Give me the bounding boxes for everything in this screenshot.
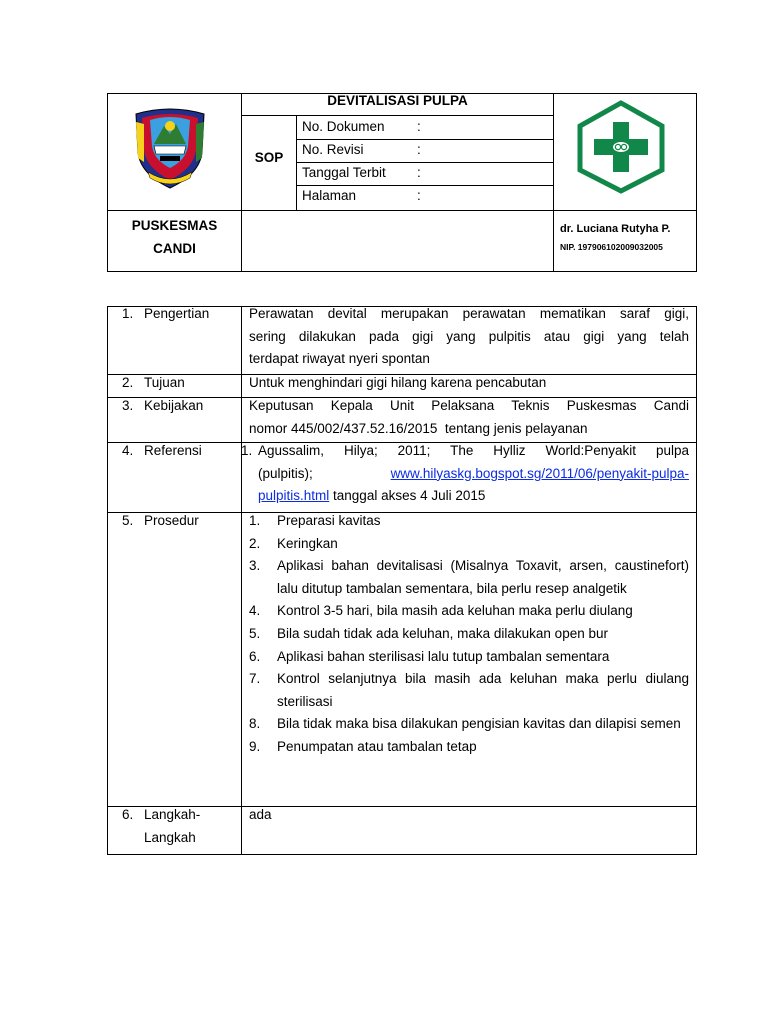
content-line: Perawatan devital merupakan perawatan mematikan saraf gigi, bbox=[249, 306, 689, 321]
row-label-prosedur: Prosedur bbox=[144, 513, 199, 528]
meta-colon: : bbox=[417, 165, 421, 180]
row-content-langkah: ada bbox=[249, 807, 272, 822]
row-label-kebijakan: Kebijakan bbox=[144, 398, 204, 413]
list-item bbox=[249, 646, 689, 669]
signatory-nip: NIP. 197906102009032005 bbox=[560, 242, 663, 252]
list-item bbox=[249, 623, 689, 646]
reference-line bbox=[258, 463, 689, 486]
row-label-langkah-2: Langkah bbox=[144, 829, 196, 845]
sop-label: SOP bbox=[254, 150, 284, 165]
header-divider bbox=[241, 93, 242, 272]
list-item bbox=[249, 600, 689, 623]
meta-colon: : bbox=[417, 188, 421, 203]
header-divider bbox=[241, 115, 553, 116]
content-line: sering dilakukan pada gigi yang pulpitis atau gigi yang telah bbox=[249, 328, 689, 344]
row-content-tujuan: Untuk menghindari gigi hilang karena pencabutan bbox=[249, 375, 547, 390]
step-text: Kontrol 3-5 hari, bila masih ada keluhan maka perlu diulang bbox=[277, 603, 633, 619]
row-content-referensi bbox=[258, 440, 689, 508]
list-item bbox=[249, 668, 689, 713]
header-divider bbox=[296, 139, 553, 140]
content-line: nomor 445/002/437.52.16/2015 tentang jenis pelayanan bbox=[249, 420, 588, 436]
reference-link[interactable]: www.hilyaskg.bogspot.sg/2011/06/penyakit-pulpa- bbox=[390, 465, 689, 481]
reference-prefix: (pulpitis); bbox=[258, 465, 313, 481]
row-number: 1. bbox=[122, 306, 134, 321]
header-divider bbox=[553, 93, 554, 272]
reference-line bbox=[258, 485, 689, 508]
list-item bbox=[249, 555, 689, 600]
regional-emblem-icon bbox=[130, 102, 210, 190]
header-divider bbox=[296, 185, 553, 186]
meta-label-tanggal-terbit: Tanggal Terbit bbox=[302, 165, 386, 180]
content-line: Keputusan Kepala Unit Pelaksana Teknis Puskesmas Candi bbox=[249, 398, 689, 413]
row-number: 4. bbox=[122, 443, 134, 458]
meta-label-no-revisi: No. Revisi bbox=[302, 142, 364, 157]
content-line: terdapat riwayat nyeri spontan bbox=[249, 351, 430, 367]
table-row-label bbox=[122, 440, 202, 463]
row-number: 5. bbox=[122, 513, 134, 528]
row-label-langkah: Langkah- bbox=[144, 807, 201, 822]
table-row-label bbox=[122, 303, 209, 326]
table-divider bbox=[241, 306, 242, 855]
row-number: 6. bbox=[122, 807, 134, 822]
step-number: 9. bbox=[249, 738, 261, 754]
step-text: Bila tidak maka bisa dilakukan pengisian kavitas dan dilapisi semen bbox=[277, 716, 681, 732]
org-name-line2: CANDI bbox=[153, 241, 196, 256]
page-title: DEVITALISASI PULPA bbox=[327, 93, 468, 108]
step-text: Kontrol selanjutnya bila masih ada keluhan maka perlu diulang sterilisasi bbox=[277, 671, 689, 709]
step-number: 6. bbox=[249, 648, 261, 664]
procedure-list bbox=[249, 510, 689, 759]
reference-item-number: 1. bbox=[241, 443, 253, 458]
step-text: Preparasi kavitas bbox=[277, 513, 381, 528]
table-row-label bbox=[122, 395, 203, 418]
step-text: Aplikasi bahan sterilisasi lalu tutup tambalan sementara bbox=[277, 648, 610, 664]
reference-line: Agussalim, Hilya; 2011; The Hylliz World:Penyakit pulpa bbox=[258, 443, 689, 458]
meta-label-no-dokumen: No. Dokumen bbox=[302, 119, 385, 134]
list-item bbox=[249, 533, 689, 556]
row-label-referensi: Referensi bbox=[144, 443, 202, 458]
table-row-label bbox=[122, 804, 200, 849]
header-divider bbox=[296, 162, 553, 163]
row-number: 3. bbox=[122, 398, 134, 413]
meta-colon: : bbox=[417, 142, 421, 157]
step-text: Keringkan bbox=[277, 535, 338, 551]
row-label-tujuan: Tujuan bbox=[144, 375, 185, 390]
list-item bbox=[249, 736, 689, 759]
step-text: Aplikasi bahan devitalisasi (Misalnya Toxavit, arsen, caustinefort) lalu ditutup tambalan sementara, bila perlu resep analgetik bbox=[277, 558, 689, 596]
step-number: 1. bbox=[249, 513, 261, 528]
step-number: 4. bbox=[249, 603, 261, 619]
org-name-line1: PUSKESMAS bbox=[131, 218, 218, 233]
step-number: 7. bbox=[249, 671, 261, 687]
step-text: Penumpatan atau tambalan tetap bbox=[277, 738, 477, 754]
row-content-pengertian bbox=[249, 303, 689, 371]
signatory-name: dr. Luciana Rutyha P. bbox=[560, 223, 671, 235]
step-number: 5. bbox=[249, 625, 261, 641]
list-item bbox=[249, 510, 689, 533]
step-number: 3. bbox=[249, 558, 261, 574]
step-number: 8. bbox=[249, 716, 261, 732]
row-label-pengertian: Pengertian bbox=[144, 306, 210, 321]
puskesmas-logo-icon bbox=[574, 100, 668, 194]
table-row-label bbox=[122, 510, 199, 533]
meta-colon: : bbox=[417, 119, 421, 134]
reference-access-date: tanggal akses 4 Juli 2015 bbox=[329, 488, 486, 504]
meta-label-halaman: Halaman bbox=[302, 188, 357, 203]
table-row-label bbox=[122, 372, 185, 395]
list-item bbox=[249, 713, 689, 736]
step-text: Bila sudah tidak ada keluhan, maka dilakukan open bur bbox=[277, 625, 608, 641]
header-divider bbox=[107, 210, 697, 211]
step-number: 2. bbox=[249, 535, 261, 551]
reference-link-continued[interactable]: pulpitis.html bbox=[258, 488, 330, 504]
row-number: 2. bbox=[122, 375, 134, 390]
row-content-kebijakan bbox=[249, 395, 689, 440]
